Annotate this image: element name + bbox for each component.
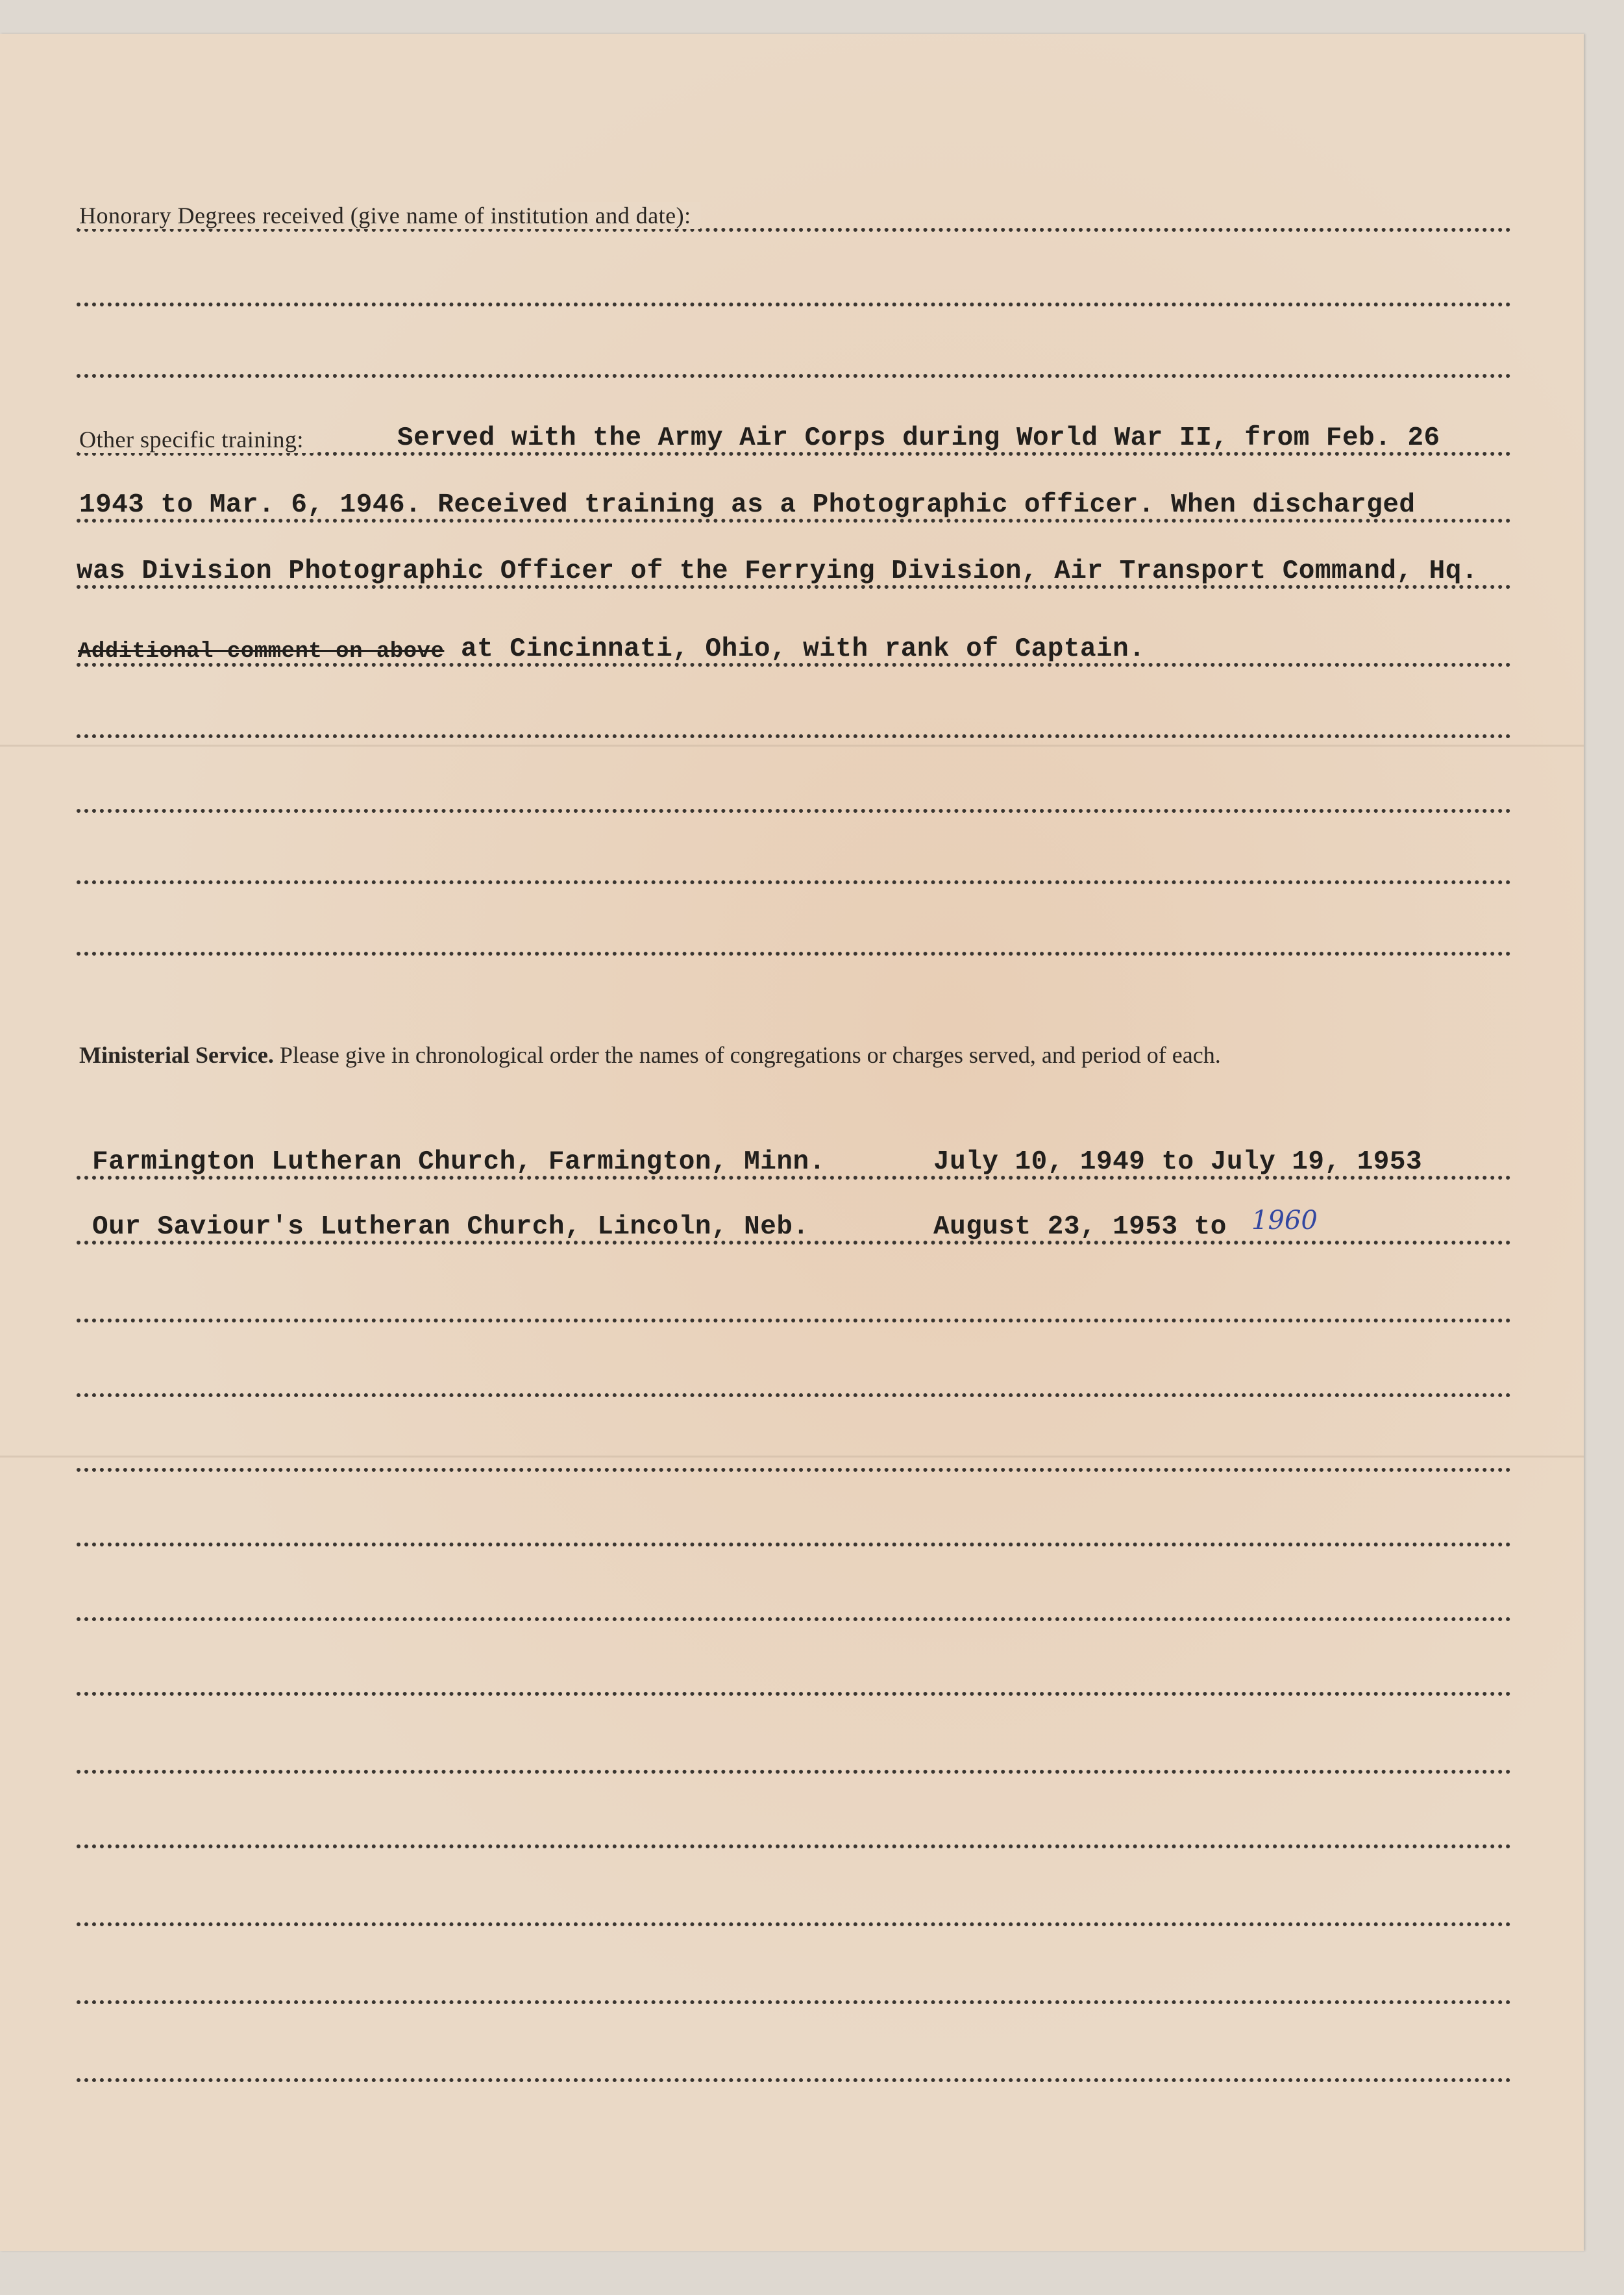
training-text-1: Served with the Army Air Corps during World War II, from Feb. 26 bbox=[397, 423, 1440, 453]
honorary-degrees-label: Honorary Degrees received (give name of institution and date): bbox=[79, 202, 700, 229]
service-period-1: July 10, 1949 to July 19, 1953 bbox=[933, 1147, 1423, 1177]
training-line-4[interactable] bbox=[77, 628, 1511, 673]
honorary-degrees-line-2[interactable] bbox=[77, 267, 1511, 313]
ministerial-blank-line[interactable] bbox=[77, 1735, 1511, 1780]
ministerial-blank-line[interactable] bbox=[77, 1887, 1511, 1933]
ministerial-blank-line[interactable] bbox=[77, 1433, 1511, 1478]
ministerial-entry-2[interactable] bbox=[77, 1206, 1511, 1251]
ministerial-service-heading: Ministerial Service. bbox=[79, 1042, 274, 1068]
ministerial-blank-line[interactable] bbox=[77, 1284, 1511, 1329]
training-text-2: 1943 to Mar. 6, 1946. Received training as a Photographic officer. When discharged bbox=[79, 490, 1416, 520]
church-name-1: Farmington Lutheran Church, Farmington, Minn. bbox=[92, 1147, 826, 1177]
ministerial-blank-line[interactable] bbox=[77, 1507, 1511, 1553]
honorary-degrees-line-3[interactable] bbox=[77, 339, 1511, 384]
struck-out-text: Additional comment on above bbox=[78, 639, 445, 664]
training-blank-line[interactable] bbox=[77, 917, 1511, 962]
service-period-2: August 23, 1953 to bbox=[933, 1212, 1227, 1242]
ministerial-blank-line[interactable] bbox=[77, 1809, 1511, 1855]
training-label: Other specific training: bbox=[79, 426, 313, 453]
ministerial-blank-line[interactable] bbox=[77, 2043, 1511, 2089]
training-text-3: was Division Photographic Officer of the Ferrying Division, Air Transport Command, Hq. bbox=[77, 556, 1478, 586]
training-line-1[interactable] bbox=[77, 417, 1511, 462]
ministerial-entry-1[interactable] bbox=[77, 1141, 1511, 1186]
ministerial-blank-line[interactable] bbox=[77, 1582, 1511, 1628]
ministerial-service-instructions bbox=[79, 1034, 1514, 1076]
honorary-degrees-line-1[interactable] bbox=[77, 193, 1511, 238]
training-text-4: at Cincinnati, Ohio, with rank of Captain. bbox=[461, 634, 1146, 664]
training-line-2[interactable] bbox=[77, 484, 1511, 529]
handwritten-end-year: 1960 bbox=[1251, 1206, 1318, 1235]
training-blank-line[interactable] bbox=[77, 774, 1511, 819]
paper-fold bbox=[0, 745, 1584, 747]
training-line-3[interactable] bbox=[77, 550, 1511, 595]
form-page bbox=[0, 34, 1584, 2251]
ministerial-blank-line[interactable] bbox=[77, 1965, 1511, 2011]
church-name-2: Our Saviour's Lutheran Church, Lincoln, Neb. bbox=[92, 1212, 809, 1242]
ministerial-blank-line[interactable] bbox=[77, 1657, 1511, 1702]
ministerial-service-text: Please give in chronological order the names of congregations or charges served, and period of each. bbox=[279, 1042, 1221, 1068]
ministerial-blank-line[interactable] bbox=[77, 1358, 1511, 1404]
training-blank-line[interactable] bbox=[77, 845, 1511, 891]
training-blank-line[interactable] bbox=[77, 699, 1511, 745]
